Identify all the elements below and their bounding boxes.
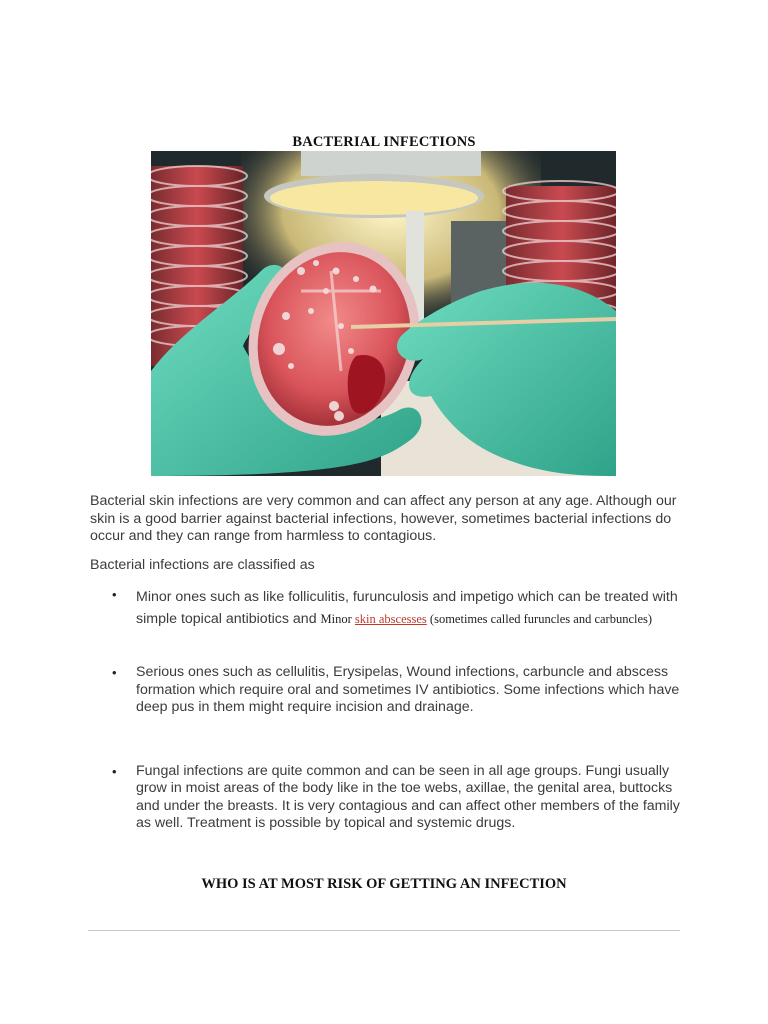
page-divider: [88, 930, 680, 931]
skin-abscesses-link[interactable]: skin abscesses: [354, 612, 427, 626]
list-item: [90, 586, 680, 630]
bullet-icon: •: [112, 763, 117, 779]
bullet-icon: •: [112, 665, 117, 680]
bullet-icon: •: [112, 587, 117, 602]
intro-paragraph: Bacterial skin infections are very common and can affect any person at any age. Although our skin is a good barrier against bacterial infections, however, sometimes bacterial infections do occur and they can range from harmless to contagious.: [90, 493, 677, 544]
document-title: BACTERIAL INFECTIONS: [292, 134, 476, 150]
classified-label: Bacterial infections are classified as: [90, 557, 315, 573]
list-item-text: Serious ones such as cellulitis, Erysipelas, Wound infections, carbuncle and abscess formation which require oral and sometimes IV antibiotics. Some infections which have deep pus in them might require incision and drainage.: [136, 664, 680, 715]
petri-dish-photo: [151, 151, 616, 476]
infection-type-list: [90, 586, 680, 833]
section-heading: WHO IS AT MOST RISK OF GETTING AN INFECTION: [201, 876, 567, 892]
list-item: [90, 664, 680, 717]
list-item: [90, 763, 680, 833]
list-item-text-serif-tail: (sometimes called furuncles and carbuncles): [426, 612, 653, 626]
list-item-text-serif: Minor: [320, 612, 355, 626]
list-item-text: Minor ones such as like folliculitis, furunculosis and impetigo which can be treated with simple topical antibiotics and: [136, 589, 678, 627]
list-item-text: Fungal infections are quite common and can be seen in all age groups. Fungi usually grow in moist areas of the body like in the toe webs, axillae, the genital area, buttocks and under the breasts. It is very contagious and can affect other members of the family as well. Treatment is possible by topical and systemic drugs.: [136, 762, 680, 831]
